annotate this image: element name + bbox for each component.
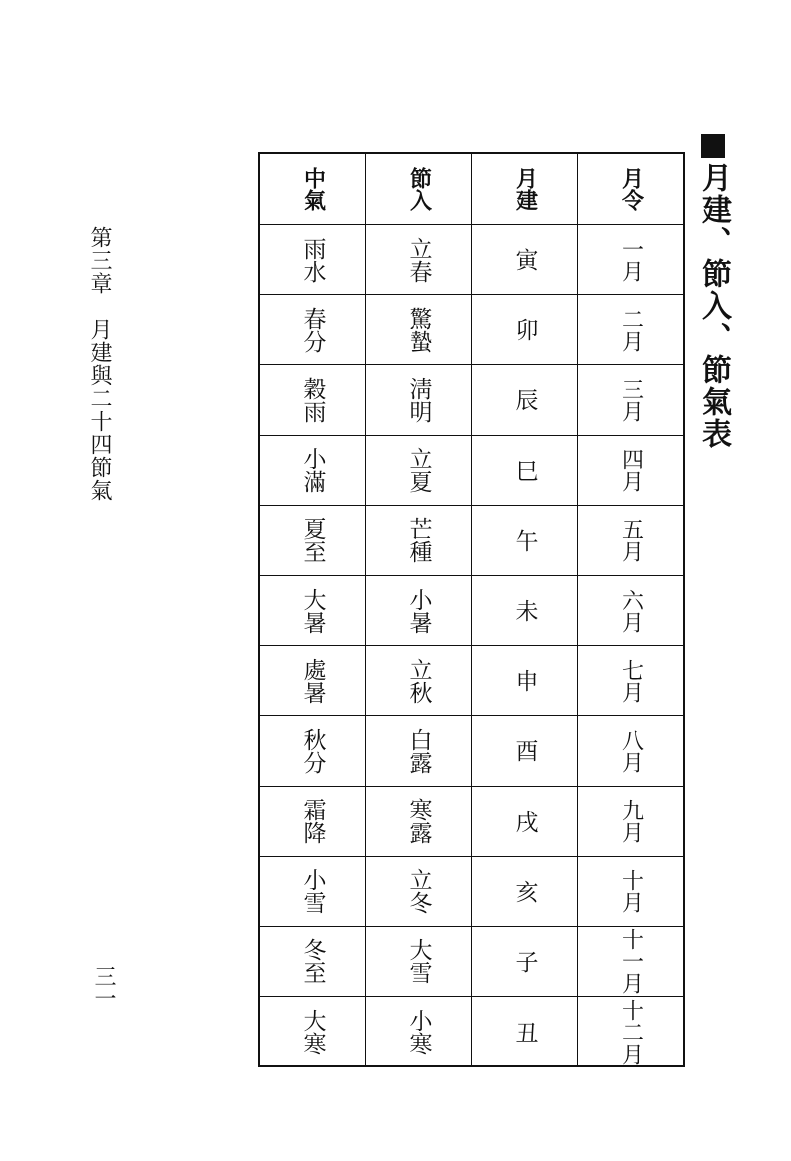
- cell-jieru-text: 立秋: [405, 657, 432, 704]
- header-zhongqi: [260, 154, 365, 225]
- cell-jieru-text: 大雪: [405, 938, 432, 985]
- cell-branch-text: 亥: [511, 879, 538, 903]
- cell-branch: [472, 997, 577, 1067]
- cell-branch: [472, 506, 577, 576]
- cell-zhongqi-text: 大暑: [299, 587, 326, 634]
- column-jieru: [365, 154, 471, 1065]
- cell-month-text: 四月: [618, 448, 644, 493]
- cell-branch: [472, 927, 577, 997]
- cell-jieru: [366, 857, 471, 927]
- cell-month-text: 三月: [618, 377, 644, 422]
- cell-branch-text: 巳: [511, 458, 538, 482]
- cell-month: [578, 716, 683, 786]
- cell-zhongqi-text: 小雪: [299, 868, 326, 915]
- cell-month-text: 九月: [618, 799, 644, 844]
- cell-branch: [472, 857, 577, 927]
- cell-jieru-text: 淸明: [405, 376, 432, 423]
- cell-month: [578, 646, 683, 716]
- cell-jieru-text: 小寒: [405, 1009, 432, 1056]
- cell-branch-text: 卯: [511, 318, 538, 342]
- cell-zhongqi-text: 穀雨: [299, 376, 326, 423]
- cell-month-text: 六月: [618, 588, 644, 633]
- cell-zhongqi-text: 夏至: [299, 517, 326, 564]
- cell-jieru: [366, 997, 471, 1067]
- cell-zhongqi-text: 小滿: [299, 447, 326, 494]
- title-square-bullet: [701, 134, 725, 158]
- cell-month-text: 十二月: [618, 999, 644, 1066]
- cell-month-text: 八月: [618, 728, 644, 773]
- cell-branch-text: 丑: [511, 1020, 538, 1044]
- cell-branch: [472, 436, 577, 506]
- cell-month-text: 七月: [618, 658, 644, 703]
- cell-zhongqi: [260, 787, 365, 857]
- cell-branch: [472, 365, 577, 435]
- cell-month: [578, 927, 683, 997]
- cell-month: [578, 576, 683, 646]
- cell-branch: [472, 576, 577, 646]
- cell-month: [578, 997, 683, 1067]
- cell-jieru: [366, 646, 471, 716]
- cell-branch: [472, 787, 577, 857]
- cell-jieru: [366, 927, 471, 997]
- cell-month-text: 五月: [618, 518, 644, 563]
- cell-jieru: [366, 787, 471, 857]
- cell-zhongqi: [260, 716, 365, 786]
- cell-branch-text: 申: [511, 669, 538, 693]
- cell-jieru-text: 芒種: [405, 517, 432, 564]
- page-number: 三一: [91, 965, 116, 1009]
- cell-branch-text: 戌: [511, 809, 538, 833]
- cell-month: [578, 506, 683, 576]
- cell-branch: [472, 716, 577, 786]
- cell-jieru-text: 驚蟄: [405, 306, 432, 353]
- cell-zhongqi: [260, 857, 365, 927]
- cell-month: [578, 365, 683, 435]
- cell-jieru-text: 寒露: [405, 798, 432, 845]
- cell-branch-text: 子: [511, 949, 538, 973]
- running-header: 第三章 月建與二十四節氣: [87, 226, 112, 502]
- cell-month-text: 一月: [618, 237, 644, 282]
- cell-zhongqi-text: 霜降: [299, 798, 326, 845]
- cell-zhongqi: [260, 927, 365, 997]
- cell-jieru-text: 立冬: [405, 868, 432, 915]
- header-branch-label: 月建: [512, 167, 538, 211]
- table-title: 月建、節入、節氣表: [696, 162, 731, 450]
- cell-branch: [472, 225, 577, 295]
- cell-month-text: 十一月: [618, 928, 644, 995]
- cell-branch: [472, 646, 577, 716]
- cell-zhongqi-text: 處暑: [299, 657, 326, 704]
- cell-branch-text: 未: [511, 599, 538, 623]
- cell-branch-text: 午: [511, 528, 538, 552]
- cell-jieru: [366, 225, 471, 295]
- cell-month-text: 十月: [618, 869, 644, 914]
- cell-jieru-text: 立春: [405, 236, 432, 283]
- cell-jieru: [366, 576, 471, 646]
- cell-jieru: [366, 295, 471, 365]
- cell-branch-text: 酉: [511, 739, 538, 763]
- header-month: [578, 154, 683, 225]
- page-title: [697, 134, 729, 450]
- cell-jieru-text: 小暑: [405, 587, 432, 634]
- cell-branch-text: 辰: [511, 388, 538, 412]
- cell-branch-text: 寅: [511, 248, 538, 272]
- cell-zhongqi-text: 春分: [299, 306, 326, 353]
- cell-zhongqi: [260, 295, 365, 365]
- column-zhongqi: [260, 154, 365, 1065]
- column-month: [577, 154, 683, 1065]
- header-zhongqi-label: 中氣: [300, 167, 326, 211]
- cell-month: [578, 436, 683, 506]
- cell-zhongqi: [260, 997, 365, 1067]
- header-jieru: [366, 154, 471, 225]
- cell-zhongqi-text: 大寒: [299, 1009, 326, 1056]
- cell-branch: [472, 295, 577, 365]
- cell-jieru-text: 白露: [405, 727, 432, 774]
- cell-jieru: [366, 716, 471, 786]
- cell-zhongqi: [260, 646, 365, 716]
- cell-month: [578, 787, 683, 857]
- cell-month: [578, 857, 683, 927]
- cell-zhongqi-text: 秋分: [299, 727, 326, 774]
- solar-terms-table: [258, 152, 685, 1067]
- header-branch: [472, 154, 577, 225]
- header-month-label: 月令: [618, 167, 644, 211]
- cell-zhongqi-text: 雨水: [299, 236, 326, 283]
- cell-zhongqi: [260, 576, 365, 646]
- cell-month: [578, 295, 683, 365]
- cell-zhongqi: [260, 506, 365, 576]
- cell-jieru: [366, 436, 471, 506]
- cell-jieru: [366, 365, 471, 435]
- cell-zhongqi-text: 冬至: [299, 938, 326, 985]
- header-jieru-label: 節入: [406, 167, 432, 211]
- cell-jieru: [366, 506, 471, 576]
- cell-month-text: 二月: [618, 307, 644, 352]
- cell-zhongqi: [260, 365, 365, 435]
- cell-jieru-text: 立夏: [405, 447, 432, 494]
- cell-zhongqi: [260, 436, 365, 506]
- cell-zhongqi: [260, 225, 365, 295]
- column-branch: [471, 154, 577, 1065]
- cell-month: [578, 225, 683, 295]
